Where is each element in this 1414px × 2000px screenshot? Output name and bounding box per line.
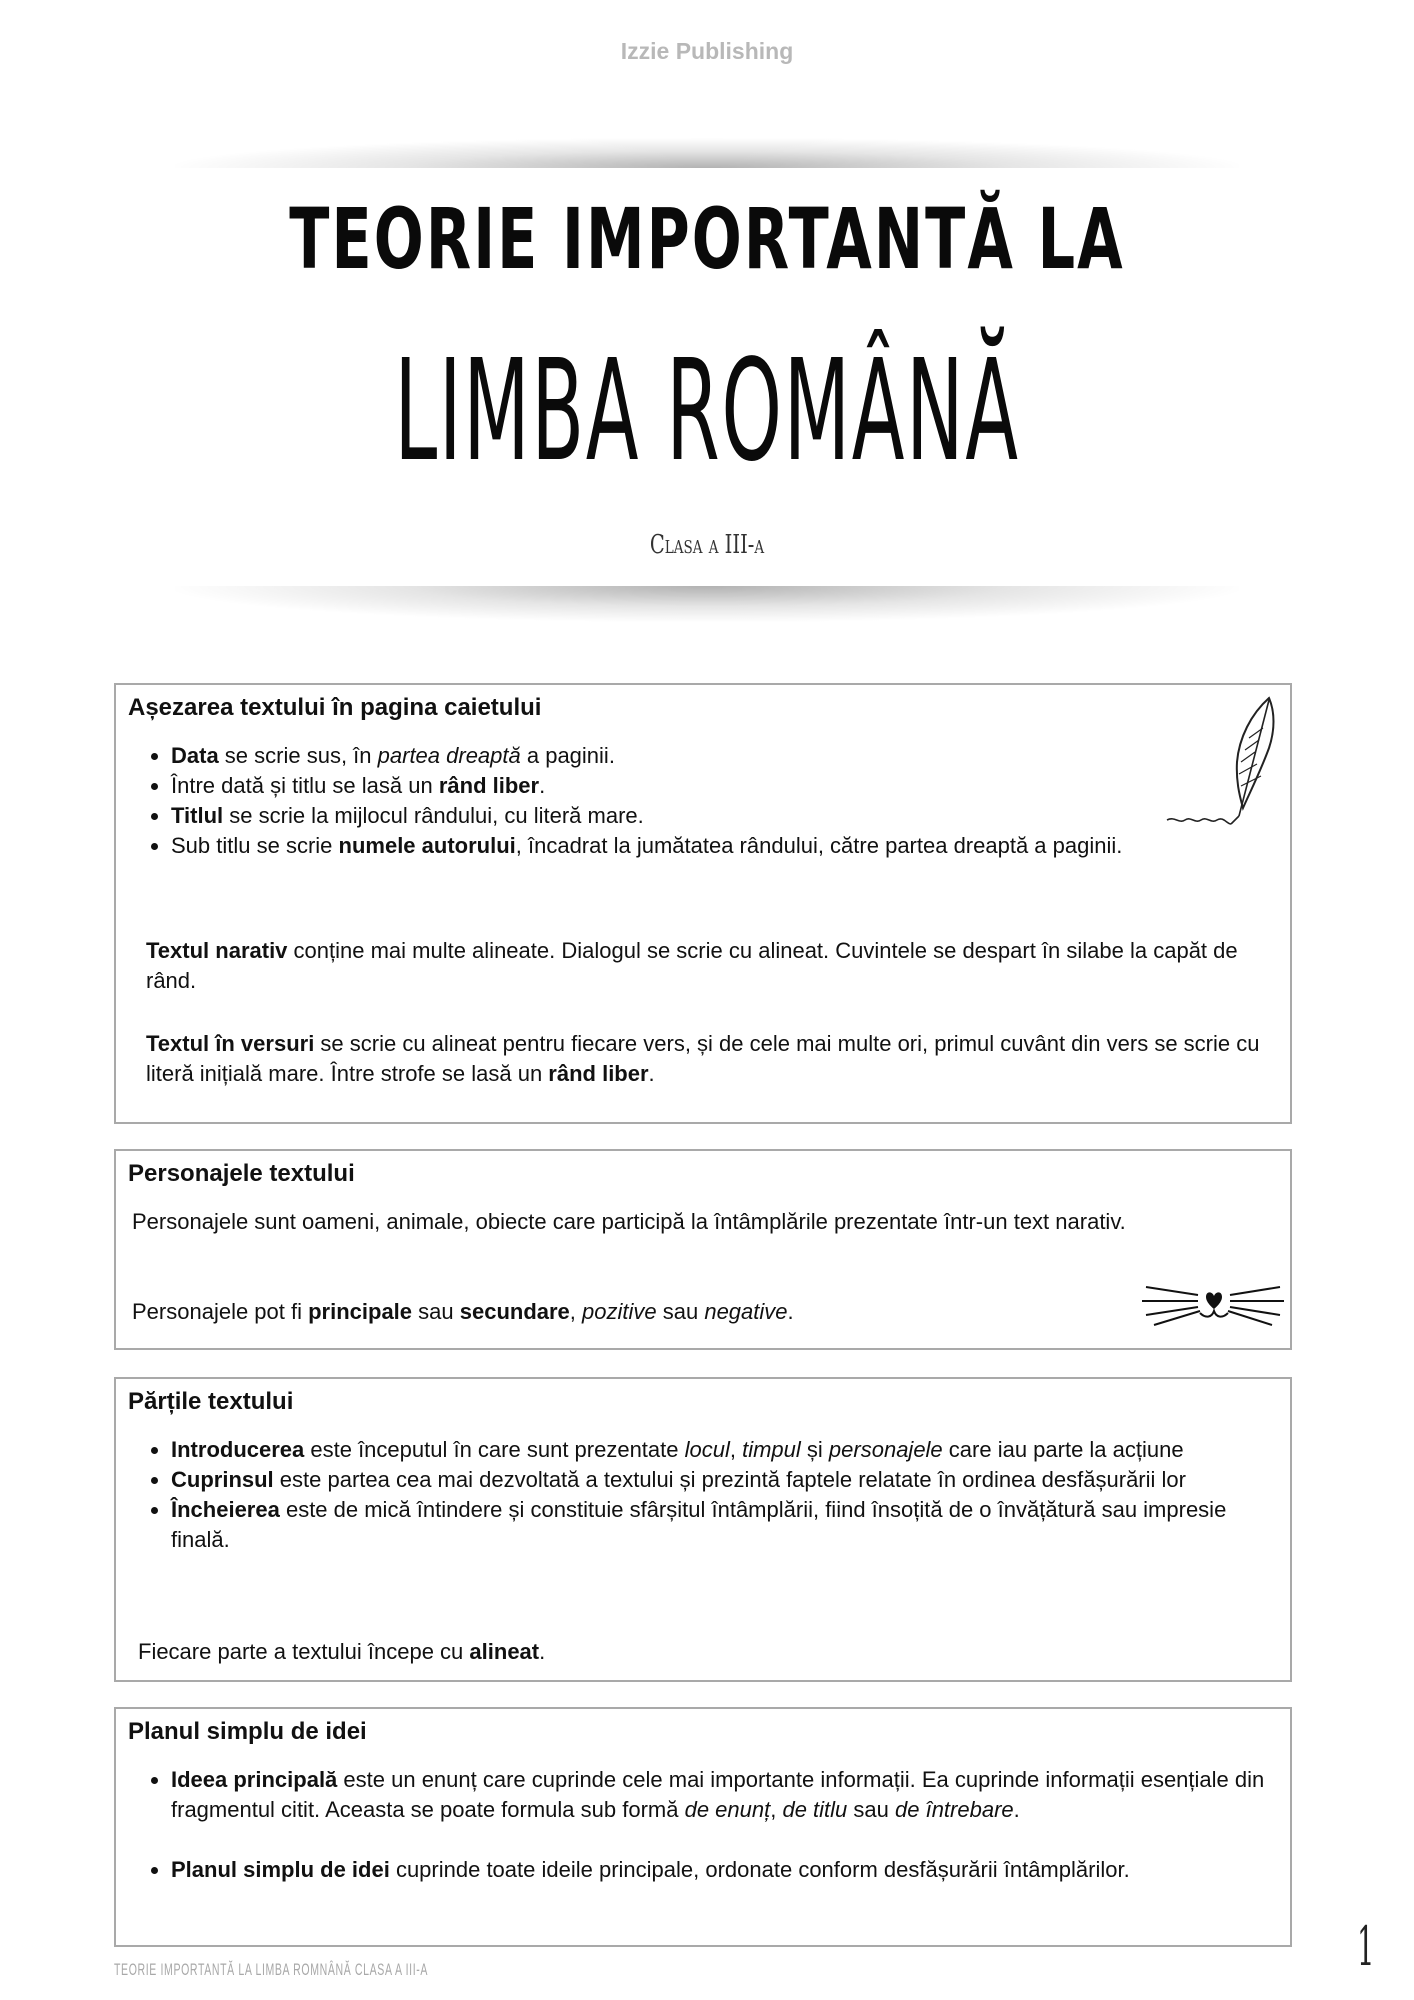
cat-whiskers-icon (1140, 1283, 1285, 1331)
paragraph-verse: Textul în versuri se scrie cu alineat pentru fiecare vers, și de cele mai multe ori, primul cuvânt din vers se scrie cu literă inițială mare. Între strofe se lasă un rând liber. (146, 1031, 1260, 1086)
section-simple-plan (114, 1707, 1292, 1947)
header-shadow-bottom (175, 586, 1239, 622)
list-item: • Încheierea este de mică întindere și constituie sfârșitul întâmplării, fiind însoțită de o învățătură sau impresie finală. (171, 1495, 1268, 1555)
list-item: • Sub titlu se scrie numele autorului, încadrat la jumătatea rândului, către partea dreaptă a paginii. (171, 831, 1140, 861)
paragraph-characters-definition: Personajele sunt oameni, animale, obiecte care participă la întâmplările prezentate într-un text narativ. (132, 1209, 1126, 1234)
list-item: • Cuprinsul este partea cea mai dezvoltată a textului și prezintă faptele relatate în ordinea desfășurării lor (171, 1465, 1268, 1495)
paragraph-paragraphing: Fiecare parte a textului începe cu alineat. (138, 1639, 546, 1664)
section-characters (114, 1149, 1292, 1350)
page-title-line1: TEORIE IMPORTANTĂ LA (289, 190, 1125, 288)
paragraph-characters-types: Personajele pot fi principale sau secundare, pozitive sau negative. (132, 1299, 794, 1324)
page-subtitle: Clasa a III-a (649, 530, 765, 560)
quill-pen-icon (1165, 690, 1285, 830)
list-item: • Data se scrie sus, în partea dreaptă a paginii. (171, 741, 1140, 771)
page-number: 1 (1356, 1915, 1374, 1978)
list-item: • Între dată și titlu se lasă un rând liber. (171, 771, 1140, 801)
list-item: • Introducerea este începutul în care sunt prezentate locul, timpul și personajele care iau parte la acțiune (171, 1435, 1268, 1465)
section-text-layout (114, 683, 1292, 1124)
section-text-parts (114, 1377, 1292, 1682)
section-title: Părțile textului (128, 1388, 294, 1415)
publisher-name: Izzie Publishing (620, 38, 794, 64)
bullet-list (116, 1765, 1268, 1885)
footer-running-title: TEORIE IMPORTANTĂ LA LIMBA ROMNÂNĂ CLASA A III-A (114, 1960, 429, 1979)
list-item: • Planul simplu de idei cuprinde toate ideile principale, ordonate conform desfășurării întâmplărilor. (171, 1855, 1268, 1885)
section-title: Planul simplu de idei (128, 1718, 367, 1745)
section-title: Personajele textului (128, 1160, 355, 1187)
paragraph-narrative: Textul narativ conține mai multe alineate. Dialogul se scrie cu alineat. Cuvintele se despart în silabe la capăt de rând. (146, 938, 1238, 993)
section-title: Așezarea textului în pagina caietului (128, 694, 542, 721)
page-title-line2: LIMBA ROMÂNĂ (394, 330, 1020, 493)
bullet-list (116, 1435, 1268, 1555)
header-shadow-top (175, 138, 1239, 168)
list-item: • Titlul se scrie la mijlocul rândului, cu literă mare. (171, 801, 1140, 831)
bullet-list (116, 741, 1140, 861)
list-item: • Ideea principală este un enunț care cuprinde cele mai importante informații. Ea cuprinde informații esențiale din fragmentul citit. Aceasta se poate formula sub formă de enunț, de titlu sau de întrebare. (171, 1765, 1268, 1825)
